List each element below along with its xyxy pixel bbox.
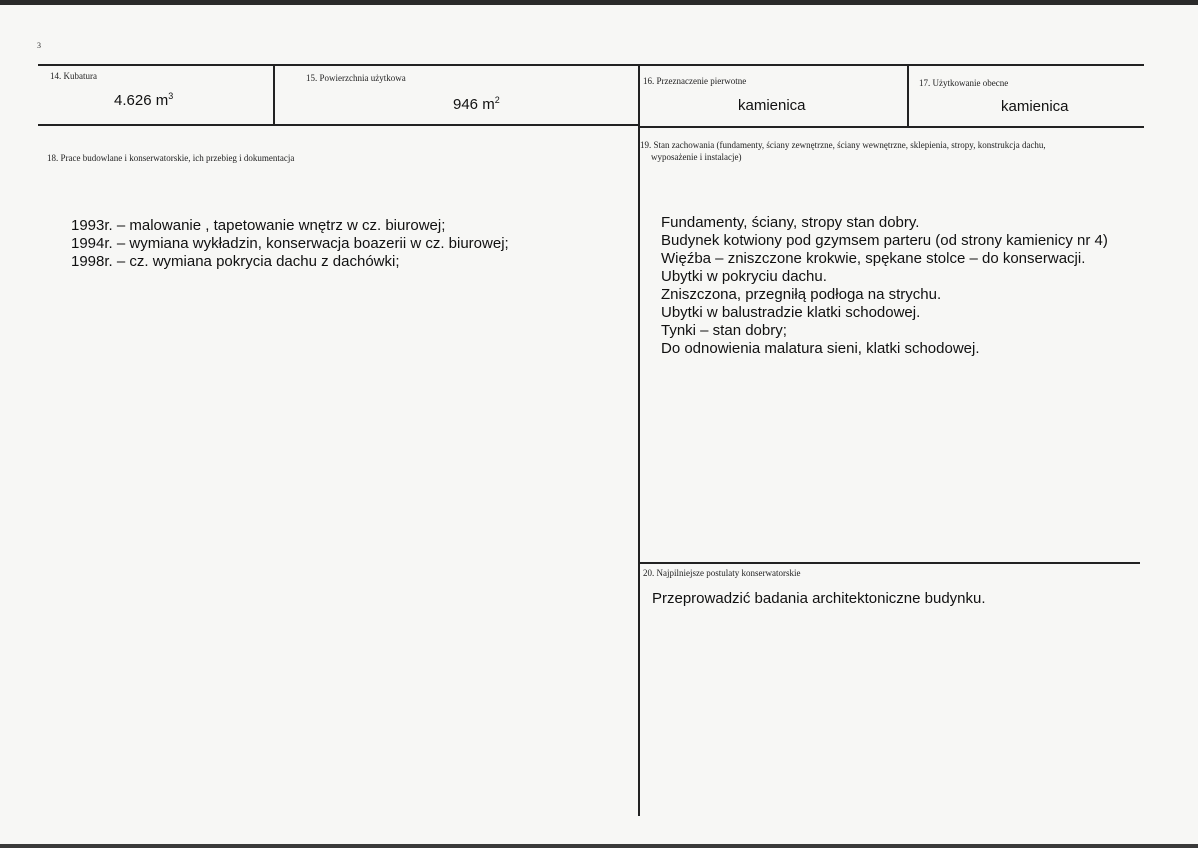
top-row-bottom-border-right [640,126,1144,128]
powierzchnia-value-text: 946 m [453,96,495,113]
scan-top-edge [0,0,1198,5]
stan-line: Ubytki w pokryciu dachu. [661,268,827,285]
kubatura-value-text: 4.626 m [114,92,169,109]
top-row-bottom-border [38,124,640,126]
postulaty-label: 20. Najpilniejsze postulaty konserwatorskie [643,568,801,578]
stan-label-line1: 19. Stan zachowania (fundamenty, ściany zewnętrzne, ściany wewnętrzne, sklepienia, stropy, konstrukcja dachu, [640,140,1046,150]
prace-line: 1994r. – wymiana wykładzin, konserwacja boazerii w cz. biurowej; [71,235,509,252]
stan-line: Zniszczona, przegniłą podłoga na strychu. [661,286,942,303]
stan-label-line2: wyposażenie i instalacje) [651,152,742,162]
stan-line: Więźba – zniszczone krokwie, spękane stolce – do konserwacji. [661,250,1086,267]
page-number: 3 [37,41,41,50]
divider-14-15 [273,64,275,124]
przeznaczenie-label: 16. Przeznaczenie pierwotne [643,76,747,86]
divider-16-17 [907,64,909,126]
prace-list [71,217,509,271]
stan-line: Budynek kotwiony pod gzymsem parteru (od strony kamienicy nr 4) [661,232,1108,249]
stan-line: Tynki – stan dobry; [661,322,787,339]
uzytkowanie-value: kamienica [1001,98,1069,115]
postulaty-text: Przeprowadzić badania architektoniczne budynku. [652,590,986,607]
stan-line: Fundamenty, ściany, stropy stan dobry. [661,214,920,231]
scan-bottom-edge [0,844,1198,848]
powierzchnia-label: 15. Powierzchnia użytkowa [306,73,406,83]
kubatura-unit-exponent: 3 [168,91,174,101]
stan-line: Do odnowienia malatura sieni, klatki schodowej. [661,340,980,357]
kubatura-label: 14. Kubatura [50,71,97,81]
top-row-top-border [38,64,1144,66]
przeznaczenie-value: kamienica [738,97,806,114]
powierzchnia-value [453,95,500,113]
stan-line: Ubytki w balustradzie klatki schodowej. [661,304,921,321]
prace-line: 1998r. – cz. wymiana pokrycia dachu z dachówki; [71,253,400,270]
section-20-top-border [640,562,1140,564]
prace-label: 18. Prace budowlane i konserwatorskie, ich przebieg i dokumentacja [47,153,295,163]
stan-list [661,214,1108,358]
main-vertical-divider [638,64,640,816]
kubatura-value [114,91,173,109]
uzytkowanie-label: 17. Użytkowanie obecne [919,78,1009,88]
powierzchnia-unit-exponent: 2 [494,95,500,105]
prace-line: 1993r. – malowanie , tapetowanie wnętrz w cz. biurowej; [71,217,446,234]
